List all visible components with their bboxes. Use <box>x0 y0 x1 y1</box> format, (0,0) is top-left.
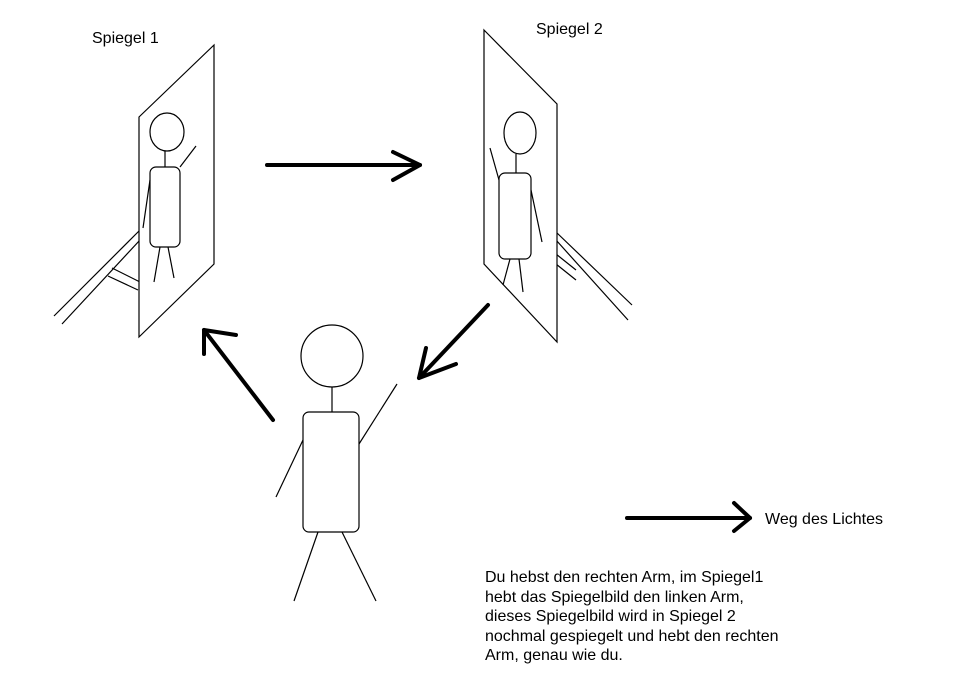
legend-arrow <box>627 503 750 531</box>
legend-label: Weg des Lichtes <box>765 511 883 528</box>
mirror-2 <box>484 30 632 342</box>
person-lowered-arm <box>276 440 303 497</box>
mirror-1 <box>54 45 214 337</box>
arrow-mirror2-to-person <box>419 305 488 378</box>
explanation-text: Du hebst den rechten Arm, im Spiegel1 hebt das Spiegelbild den linken Arm, dieses Spiegelbild wird in Spiegel 2 nochmal gespiegelt und hebt den rechten Arm, genau wie du. <box>485 569 779 664</box>
arrow-person-to-mirror1 <box>204 330 273 420</box>
mirror-2-label: Spiegel 2 <box>536 21 603 38</box>
person-figure <box>276 325 397 601</box>
mirror-1-label: Spiegel 1 <box>92 30 159 47</box>
person-head <box>301 325 363 387</box>
arrow-mirror1-to-mirror2 <box>267 152 420 180</box>
person-torso <box>303 412 359 532</box>
person-raised-arm <box>359 384 397 444</box>
